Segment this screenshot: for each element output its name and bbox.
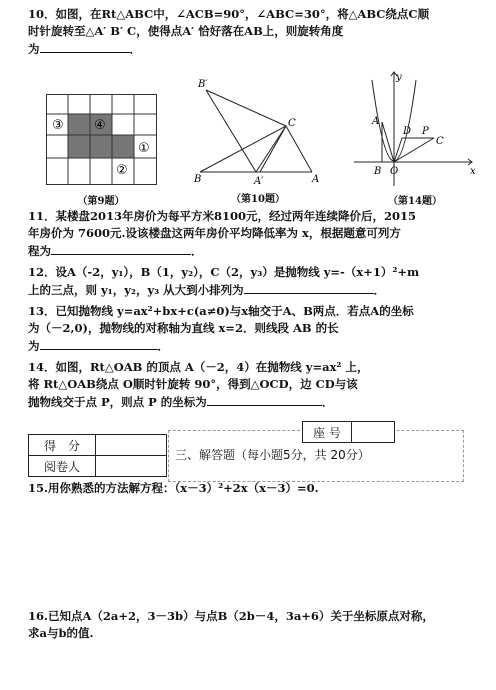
q14-answer-blank[interactable] [207, 393, 322, 406]
question-14 [28, 359, 473, 411]
fig14-label-y: y [396, 72, 402, 83]
score-field[interactable] [95, 434, 167, 456]
q11-line3: 程为 ． [28, 244, 203, 258]
q13-line1: 13．已知抛物线 y=ax²+bx+c(a≠0)与x轴交于A、B两点．若点A的坐标 [28, 304, 414, 318]
q10-line2: 时针旋转至△A′ B′ C，使得点A′ 恰好落在AB上，则旋转角度 [28, 24, 344, 38]
question-11 [28, 208, 473, 260]
fig10-caption: （第10题） [231, 194, 285, 205]
fig14-label-O: O [390, 166, 399, 177]
fig9-shaded-bottom [68, 135, 134, 158]
q14-line1: 14．如图，Rt△OAB 的顶点 A（－2，4）在抛物线 y=ax² 上， [28, 360, 369, 374]
fig14-label-P: P [422, 126, 429, 137]
fig14-label-C: C [436, 136, 444, 147]
question-15 [28, 480, 473, 497]
fig9-label-3: ③ [52, 118, 64, 133]
fig14-caption: （第14题） [388, 196, 442, 207]
q10-line1: 10．如图，在Rt△ABC中，∠ACB=90°，∠ABC=30°，将△ABC绕点C顺 [28, 7, 430, 21]
fig10-label-C: C [288, 118, 296, 129]
q14-line2: 将 Rt△OAB绕点 O顺时针旋转 90°，得到△OCD，边 CD与该 [28, 377, 358, 391]
question-16 [28, 608, 473, 642]
fig10-label-B: B [194, 174, 202, 185]
q16-line2: 求a与b的值. [28, 626, 94, 640]
seat-number-field[interactable] [351, 421, 395, 443]
section-title: 三、解答题（每小题5分，共 20分） [175, 448, 370, 462]
fig14-label-A: A [372, 116, 380, 127]
fig10-label-Bprime: B′ [198, 79, 208, 90]
fig9-label-1: ① [138, 141, 150, 156]
q13-line3: 为 ． [28, 339, 169, 353]
question-12 [28, 264, 473, 299]
fig14-label-D: D [403, 126, 412, 137]
q11-line2: 年房价为 7600元.设该楼盘这两年房价平均降低率为 x，根据题意可列方 [28, 226, 401, 240]
fig10-label-Aprime: A′ [254, 176, 264, 187]
q10-line3: 为 ． [28, 42, 141, 56]
fig14-label-x: x [470, 166, 476, 177]
q14-line3: 抛物线交于点 P，则点 P 的坐标为 ． [28, 395, 334, 409]
figure-10-triangles [192, 76, 324, 188]
question-10 [28, 6, 473, 58]
fig10-label-A: A [312, 174, 320, 185]
fig9-label-2: ② [116, 163, 128, 178]
q11-answer-blank[interactable] [51, 242, 191, 255]
grader-label: 阅卷人 [28, 455, 96, 477]
fig9-label-4: ④ [94, 118, 106, 133]
q12-line1: 12．设A（-2，y₁），B（1，y₂），C（2，y₃）是抛物线 y=-（x+1）²+m [28, 265, 420, 279]
q11-line1: 11．某楼盘2013年房价为每平方米8100元，经过两年连续降价后，2015 [28, 209, 417, 223]
q12-line2: 上的三点，则 y₁，y₂，y₃ 从大到小排列为 ． [28, 283, 386, 297]
fig9-caption: （第9题） [77, 196, 125, 207]
fig14-label-B: B [374, 166, 382, 177]
figure-14-parabola [350, 66, 480, 190]
q15-text: 15.用你熟悉的方法解方程：（x－3）²+2x（x－3）=0. [28, 481, 319, 495]
q13-answer-blank[interactable] [40, 337, 158, 350]
seat-number-label: 座 号 [302, 421, 352, 443]
q13-line2: 为（－2,0)，抛物线的对称轴为直线 x=2．则线段 AB 的长 [28, 321, 339, 335]
q12-answer-blank[interactable] [244, 281, 374, 294]
q10-answer-blank[interactable] [40, 40, 130, 53]
q16-line1: 16.已知点A（2a+2，3－3b）与点B（2b－4，3a+6）关于坐标原点对称， [28, 609, 434, 623]
question-13 [28, 303, 473, 355]
score-label: 得 分 [28, 434, 96, 456]
figure-9-grid [46, 94, 158, 186]
grader-field[interactable] [95, 455, 167, 477]
